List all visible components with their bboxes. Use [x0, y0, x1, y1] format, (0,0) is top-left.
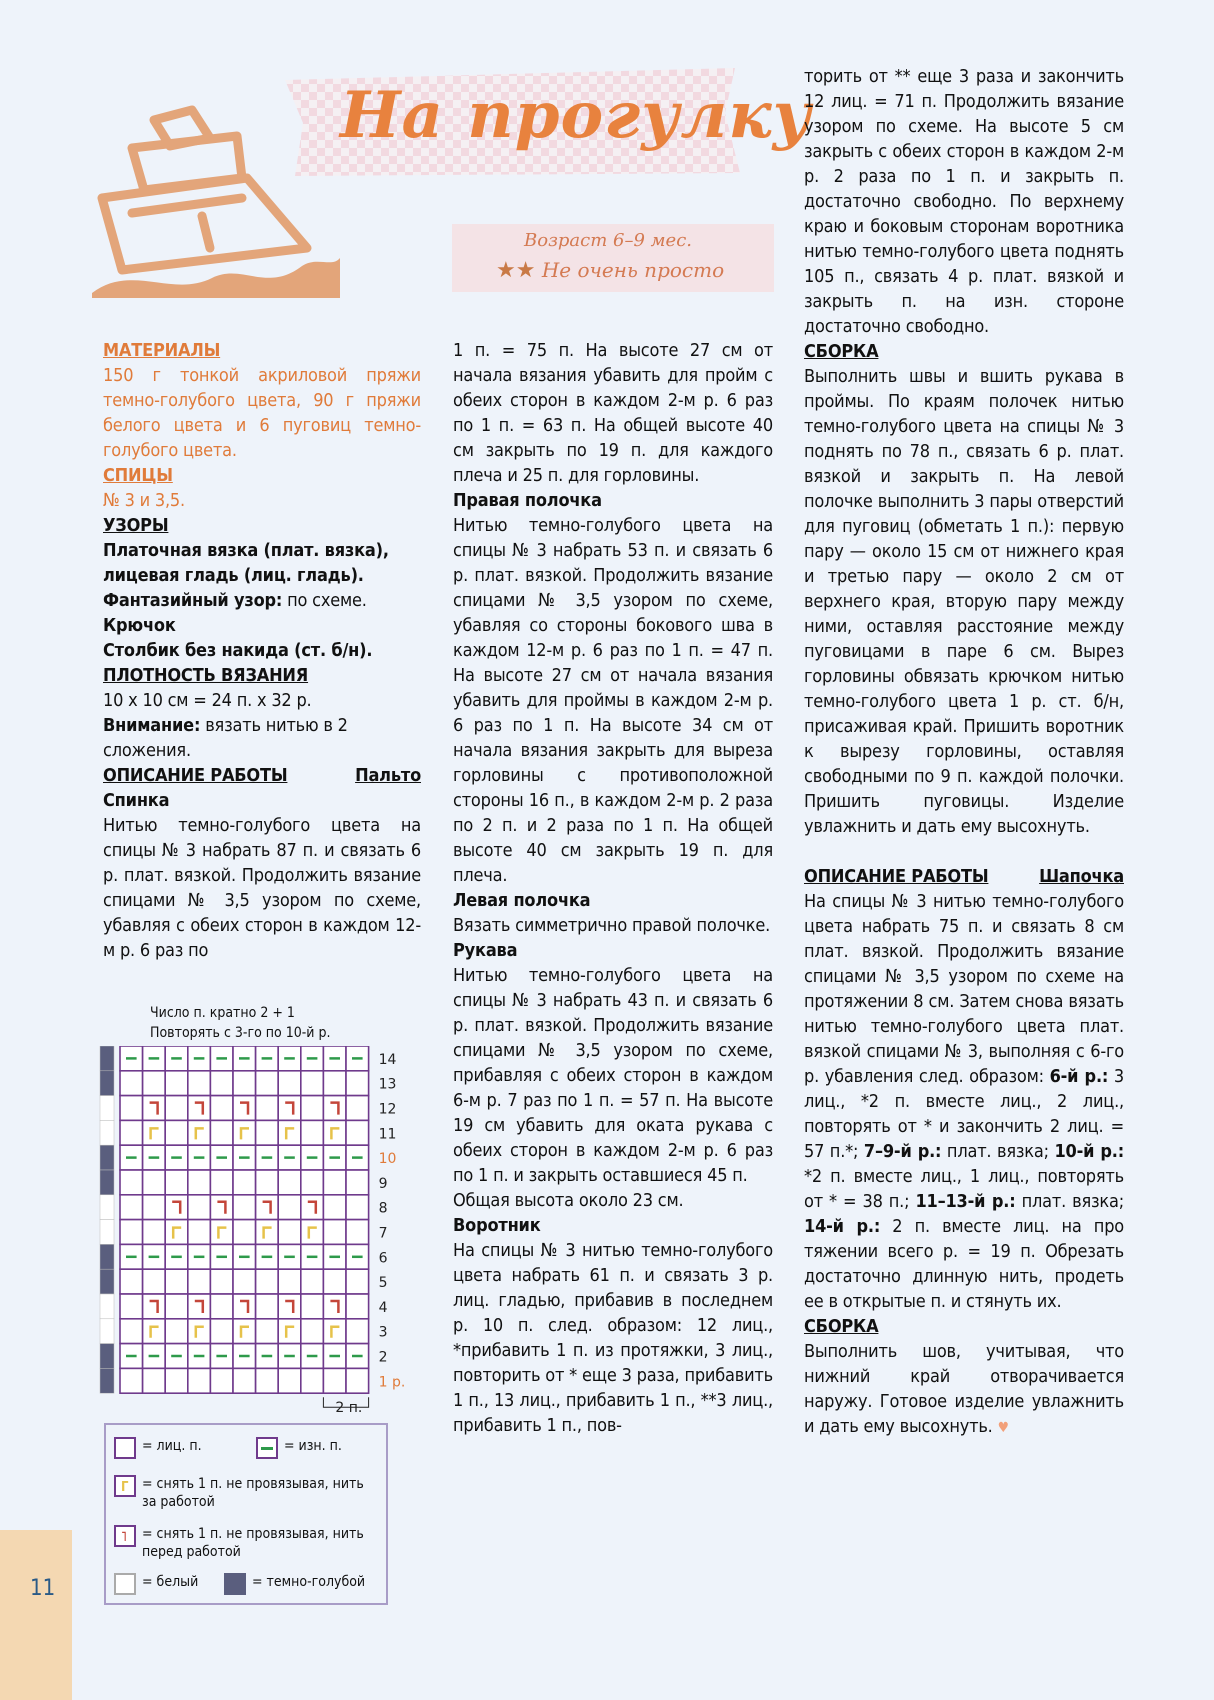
hat-row-11-13: 11–13-й р.: — [915, 1191, 1016, 1212]
column-1 — [103, 338, 421, 963]
chart-cell — [120, 1368, 143, 1393]
chart-cell — [278, 1319, 301, 1344]
legend-white-label: = белый — [142, 1574, 199, 1590]
row-color-indicator — [100, 1071, 114, 1096]
description-title: ОПИСАНИЕ РАБОТЫ — [103, 765, 288, 786]
legend-blue — [224, 1573, 365, 1595]
chart-cell — [120, 1071, 143, 1096]
chart-cell — [301, 1170, 324, 1195]
chart-cell — [120, 1170, 143, 1195]
hat-assembly-body: Выполнить шов, учитывая, что нижний край отворачивается наружу. Готовое изделие увлажнить и дать ему высохнуть. — [804, 1341, 1124, 1437]
density-text: 10 x 10 см = 24 п. x 32 р. — [103, 690, 312, 711]
left-front-heading: Левая полочка — [453, 890, 591, 911]
hat-row-10: 10-й р.: — [1054, 1141, 1124, 1162]
hat-row-14: 14-й р.: — [804, 1216, 881, 1237]
chart-cell — [346, 1294, 369, 1319]
chart-cell — [143, 1096, 166, 1121]
collar-text-continued: торить от ** еще 3 раза и закончить 12 лиц. = 71 п. Продолжить вязание узором по схеме. На высоте 5 см закрыть с обеих сторон в каждом 2-м р. 2 раза по 1 п. и закрыть п. достаточно свободно. По верхнему краю и боковым сторонам воротника нитью темно-голубого цвета поднять 105 п., связать 4 р. плат. вязкой и закрыть п. на изн. стороне достаточно свободно. — [804, 66, 1124, 337]
chart-cell — [165, 1195, 188, 1220]
legend-slip-back-label: = снять 1 п. не провязывая, нить за работой — [142, 1476, 364, 1510]
row-label: 7 — [378, 1225, 388, 1242]
chart-cell — [210, 1195, 233, 1220]
hat-row-7-9: 7–9-й р.: — [863, 1141, 942, 1162]
purl-swatch — [256, 1437, 278, 1459]
patterns-text-1: Платочная вязка (плат. вязка), лицевая гладь (лиц. гладь). — [103, 540, 389, 586]
chart-cell — [323, 1170, 346, 1195]
density-heading: ПЛОТНОСТЬ ВЯЗАНИЯ — [103, 665, 309, 686]
row-color-indicator — [100, 1344, 114, 1369]
hook-heading: Крючок — [103, 615, 176, 636]
right-front-heading: Правая полочка — [453, 490, 602, 511]
chart-cell — [165, 1319, 188, 1344]
column-2 — [453, 338, 773, 1438]
chart-cell — [233, 1319, 256, 1344]
chart-cell — [188, 1195, 211, 1220]
collar-heading: Воротник — [453, 1215, 541, 1236]
chart-cell — [278, 1120, 301, 1145]
row-label: 10 — [378, 1151, 397, 1168]
chart-cell — [323, 1195, 346, 1220]
fancy-pattern-label: Фантазийный узор: — [103, 590, 283, 611]
chart-cell — [143, 1319, 166, 1344]
chart-cell — [323, 1096, 346, 1121]
chart-cell — [143, 1220, 166, 1245]
chart-cell — [165, 1120, 188, 1145]
legend-purl — [256, 1437, 342, 1459]
row-color-indicator — [100, 1269, 114, 1294]
chart-cell — [210, 1120, 233, 1145]
chart-cell — [188, 1096, 211, 1121]
chart-cell — [233, 1294, 256, 1319]
chart-cell — [233, 1368, 256, 1393]
row-color-indicator — [100, 1220, 114, 1245]
row-label: 11 — [378, 1126, 397, 1143]
row-label: 12 — [378, 1101, 397, 1118]
chart-cell — [256, 1319, 279, 1344]
slip-front-swatch: ˥ — [114, 1525, 136, 1547]
age-label: Возраст 6–9 мес. — [524, 230, 693, 251]
chart-cell — [346, 1220, 369, 1245]
chart-cell — [233, 1170, 256, 1195]
needles-text: № 3 и 3,5. — [103, 490, 185, 511]
chart-cell — [165, 1368, 188, 1393]
row-label: 4 — [378, 1299, 388, 1316]
hat-description-heading — [804, 864, 1124, 889]
chart-cell — [323, 1220, 346, 1245]
row-color-indicator — [100, 1120, 114, 1145]
chart-legend — [104, 1423, 388, 1605]
row-color-indicator — [100, 1368, 114, 1393]
chart-cell — [188, 1269, 211, 1294]
chart-cell — [143, 1170, 166, 1195]
chart-cell — [165, 1096, 188, 1121]
repeat-label: 2 п. — [335, 1400, 363, 1417]
hat-assembly-text — [804, 1339, 1124, 1441]
chart-cell — [165, 1294, 188, 1319]
legend-knit-label: = лиц. п. — [142, 1438, 202, 1454]
chart-cell — [346, 1269, 369, 1294]
sleeves-text-2: Общая высота около 23 см. — [453, 1190, 684, 1211]
chart-cell — [301, 1294, 324, 1319]
back-text-continued: 1 п. = 75 п. На высоте 27 см от начала вязания убавить для пройм с обеих сторон в каждом 2-м р. 6 раз по 1 п. = 63 п. На общей высоте 40 см закрыть по 19 п. для каждого плеча и 25 п. для горловины. — [453, 340, 773, 486]
chart-cell — [165, 1071, 188, 1096]
difficulty-label — [496, 258, 724, 283]
single-crochet-label: Столбик без накида (ст. б/н). — [103, 640, 373, 661]
chart-cell — [278, 1195, 301, 1220]
chart-cell — [256, 1170, 279, 1195]
chart-cell — [301, 1319, 324, 1344]
chart-cell — [323, 1120, 346, 1145]
chart-cell — [188, 1220, 211, 1245]
chart-cell — [301, 1195, 324, 1220]
chart-cell — [346, 1195, 369, 1220]
needles-heading: СПИЦЫ — [103, 465, 173, 486]
chart-cell — [120, 1294, 143, 1319]
hat-text-2: 3 лиц., *2 п. вместе лиц., 2 лиц., повторять от * и закончить 2 лиц. = 57 п.*; — [804, 1066, 1125, 1162]
chart-cell — [346, 1120, 369, 1145]
chart-cell — [210, 1170, 233, 1195]
hat-text-5: плат. вязка; — [1015, 1191, 1124, 1212]
back-heading: Спинка — [103, 790, 170, 811]
row-color-indicator — [100, 1046, 114, 1071]
chart-cell — [188, 1319, 211, 1344]
chart-cell — [323, 1294, 346, 1319]
hat-assembly-heading: СБОРКА — [804, 1316, 879, 1337]
assembly-heading: СБОРКА — [804, 341, 879, 362]
attention-text — [103, 713, 421, 763]
chart-cell — [256, 1120, 279, 1145]
chart-cell — [143, 1269, 166, 1294]
sleeves-heading: Рукава — [453, 940, 518, 961]
sleeves-text: Нитью темно-голубого цвета на спицы № 3 набрать 43 п. и связать 6 р. плат. вязкой. Продолжить вязание спицами № 3,5 узором по схеме, прибавляя с обеих сторон в каждом 6-м р. 7 раз по 1 п. = 57 п. На высоте 19 см убавить для оката рукава с обеих сторон в каждом 2-м р. 6 раз по 1 п. и закрыть оставшиеся 45 п. — [453, 965, 773, 1186]
chart-cell — [346, 1096, 369, 1121]
row-color-indicator — [100, 1096, 114, 1121]
patterns-text-2 — [103, 588, 421, 613]
page-number: 11 — [30, 1576, 56, 1601]
collar-text: На спицы № 3 нитью темно-голубого цвета набрать 61 п. и связать 3 р. лиц. гладью, прибавив в последнем р. 10 п. след. образом: 12 лиц., *прибавить 1 п. из протяжки, 3 лиц., повторить от * еще 3 раза, прибавить 1 п., 13 лиц., прибавить 1 п., **3 лиц., прибавить 1 п., пов- — [453, 1240, 773, 1436]
chart-cell — [256, 1269, 279, 1294]
chart-cell — [210, 1220, 233, 1245]
chart-cell — [143, 1120, 166, 1145]
chart-cell — [301, 1269, 324, 1294]
patterns-heading: УЗОРЫ — [103, 515, 169, 536]
chart-cell — [210, 1269, 233, 1294]
chart-cell — [188, 1170, 211, 1195]
attention-label: Внимание: — [103, 715, 201, 736]
blue-swatch — [224, 1573, 246, 1595]
chart-cell — [256, 1294, 279, 1319]
chart-cell — [346, 1170, 369, 1195]
chart-cell — [256, 1096, 279, 1121]
legend-knit — [114, 1437, 202, 1459]
difficulty-stars-icon: ★★ — [496, 258, 536, 283]
legend-blue-label: = темно-голубой — [252, 1574, 366, 1590]
left-front-text: Вязать симметрично правой полочке. — [453, 915, 771, 936]
hat-description-item: Шапочка — [1039, 866, 1124, 887]
chart-cell — [301, 1071, 324, 1096]
hat-text-1: На спицы № 3 нитью темно-голубого цвета набрать 75 п. и связать 8 см плат. вязкой. Продолжить вязание спицами № 3,5 узором по схеме на протяжении 8 см. Затем снова вязать нитью темно-голубого цвета плат. вязкой спицами № 3, выполняя с 6-го р. убавления след. образом: — [804, 891, 1124, 1087]
row-color-indicator — [100, 1195, 114, 1220]
chart-cell — [188, 1368, 211, 1393]
attention-value: вязать нитью в 2 сложения. — [103, 715, 348, 761]
chart-cell — [120, 1120, 143, 1145]
chart-cell — [143, 1294, 166, 1319]
legend-white — [114, 1573, 198, 1595]
chart-cell — [233, 1220, 256, 1245]
chart-cell — [256, 1071, 279, 1096]
chart-cell — [301, 1096, 324, 1121]
chart-cell — [188, 1294, 211, 1319]
chart-cell — [301, 1220, 324, 1245]
chart-cell — [210, 1071, 233, 1096]
legend-purl-label: = изн. п. — [284, 1438, 342, 1454]
right-front-text: Нитью темно-голубого цвета на спицы № 3 набрать 53 п. и связать 6 р. плат. вязкой. Продолжить вязание спицами № 3,5 узором по схеме, убавляя со стороны бокового шва в каждом 12-м р. 6 раз по 1 п. = 47 п. На высоте 27 см от начала вязания убавить для проймы в каждом 2-м р. 6 раз по 1 п. На высоте 34 см от начала вязания закрыть для выреза горловины с противоположной стороны 16 п., в каждом 2-м р. 2 раза по 2 п. и 2 раза по 1 п. На общей высоте 40 см закрыть 19 п. для плеча. — [453, 515, 773, 886]
row-color-indicator — [100, 1294, 114, 1319]
row-color-indicator — [100, 1319, 114, 1344]
chart-cell — [233, 1269, 256, 1294]
chart-cell — [210, 1368, 233, 1393]
chart-cell — [165, 1269, 188, 1294]
chart-note — [150, 1003, 330, 1043]
chart-cell — [143, 1195, 166, 1220]
chart-cell — [278, 1096, 301, 1121]
description-item: Пальто — [355, 765, 421, 786]
slip-back-swatch: Γ — [114, 1475, 136, 1497]
description-heading — [103, 763, 421, 788]
row-label: 1 р. — [378, 1374, 406, 1391]
knitting-chart — [96, 1046, 436, 1426]
row-label: 6 — [378, 1250, 388, 1267]
chart-cell — [143, 1071, 166, 1096]
column-3 — [804, 64, 1124, 1441]
chart-cell — [278, 1220, 301, 1245]
chart-cell — [346, 1368, 369, 1393]
chart-cell — [256, 1195, 279, 1220]
row-color-indicator — [100, 1170, 114, 1195]
spacer — [804, 839, 1124, 864]
row-label: 3 — [378, 1324, 388, 1341]
chart-cell — [120, 1096, 143, 1121]
chart-cell — [278, 1170, 301, 1195]
chart-cell — [233, 1120, 256, 1145]
difficulty-text: Не очень просто — [541, 258, 725, 282]
chart-cell — [165, 1220, 188, 1245]
chart-cell — [323, 1071, 346, 1096]
chart-cell — [256, 1220, 279, 1245]
hat-text — [804, 889, 1124, 1314]
chart-cell — [323, 1368, 346, 1393]
chart-note-repeat: Повторять с 3-го по 10-й р. — [150, 1025, 331, 1041]
legend-slip-front-label: = снять 1 п. не провязывая, нить перед работой — [142, 1526, 364, 1560]
page-title: На прогулку — [340, 78, 812, 153]
chart-cell — [233, 1071, 256, 1096]
chart-cell — [278, 1269, 301, 1294]
white-swatch — [114, 1573, 136, 1595]
chart-cell — [323, 1269, 346, 1294]
heart-icon: ♥ — [997, 1420, 1009, 1436]
hat-description-title: ОПИСАНИЕ РАБОТЫ — [804, 866, 989, 887]
row-color-indicator — [100, 1145, 114, 1170]
hat-text-6: 2 п. вместе лиц. на про тяжении всего р. = 19 п. Обрезать достаточно длинную нить, продеть ее в открытые п. и стянуть их. — [804, 1216, 1124, 1312]
materials-heading: МАТЕРИАЛЫ — [103, 340, 221, 361]
row-label: 8 — [378, 1200, 388, 1217]
chart-cell — [233, 1195, 256, 1220]
chart-cell — [323, 1319, 346, 1344]
legend-slip-back — [114, 1475, 379, 1511]
chart-cell — [233, 1096, 256, 1121]
chart-cell — [120, 1269, 143, 1294]
chart-cell — [188, 1071, 211, 1096]
chart-cell — [210, 1294, 233, 1319]
knit-swatch — [114, 1437, 136, 1459]
back-text: Нитью темно-голубого цвета на спицы № 3 набрать 87 п. и связать 6 р. плат. вязкой. Продолжить вязание спицами № 3,5 узором по схеме, убавляя с обеих сторон в каждом 12-м р. 6 раз по — [103, 815, 421, 961]
assembly-text: Выполнить швы и вшить рукава в проймы. По краям полочек нитью темно-голубого цвета на спицы № 3 поднять по 78 п., связать 6 р. плат. вязкой и закрыть п. На левой полочке выполнить 3 пары отверстий для пуговиц (обметать 1 п.): первую пару — около 15 см от нижнего края и третью пару — около 2 см от верхнего края, вторую пару между ними, оставляя расстояние между пуговицами в паре 6 см. Вырез горловины обвязать крючком нитью темно-голубого цвета 1 р. ст. б/н, присаживая край. Пришить воротник к вырезу горловины, оставляя свободными по 9 п. каждой полочки. Пришить пуговицы. Изделие увлажнить и дать ему высохнуть. — [804, 366, 1124, 837]
chart-cell — [210, 1096, 233, 1121]
chart-cell — [301, 1120, 324, 1145]
chart-cell — [120, 1195, 143, 1220]
chart-note-multiple: Число п. кратно 2 + 1 — [150, 1005, 295, 1021]
fancy-pattern-value: по схеме. — [282, 590, 367, 611]
row-label: 9 — [378, 1175, 388, 1192]
chart-cell — [278, 1071, 301, 1096]
chart-cell — [120, 1220, 143, 1245]
chart-cell — [346, 1071, 369, 1096]
chart-cell — [165, 1170, 188, 1195]
materials-text: 150 г тонкой акриловой пряжи темно-голубого цвета, 90 г пряжи белого цвета и 6 пуговиц темно-голубого цвета. — [103, 365, 421, 461]
legend-slip-front — [114, 1525, 379, 1561]
chart-cell — [278, 1294, 301, 1319]
row-label: 14 — [378, 1051, 397, 1068]
chart-cell — [120, 1319, 143, 1344]
row-color-indicator — [100, 1244, 114, 1269]
hat-row-6: 6-й р.: — [1049, 1066, 1109, 1087]
hat-text-3: плат. вязка; — [941, 1141, 1055, 1162]
chart-cell — [188, 1120, 211, 1145]
chart-cell — [278, 1368, 301, 1393]
row-label: 5 — [378, 1275, 388, 1292]
row-label: 13 — [378, 1076, 397, 1093]
chart-cell — [210, 1319, 233, 1344]
chart-cell — [301, 1368, 324, 1393]
page-tab — [0, 1530, 72, 1700]
chart-cell — [256, 1368, 279, 1393]
chart-cell — [143, 1368, 166, 1393]
row-label: 2 — [378, 1349, 388, 1366]
chart-cell — [346, 1319, 369, 1344]
hat-text-4: *2 п. вместе лиц., 1 лиц., повторять от * = 38 п.; — [804, 1166, 1124, 1212]
